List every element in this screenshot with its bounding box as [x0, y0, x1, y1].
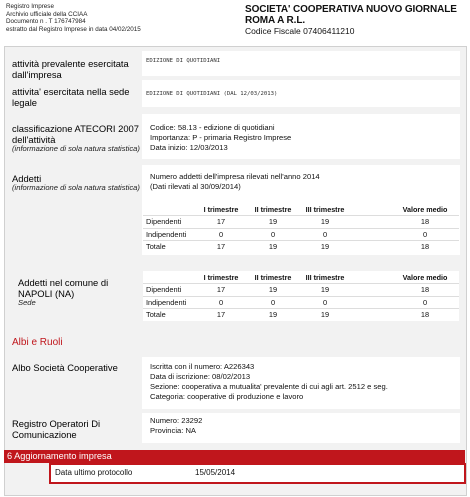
- company-name: SOCIETA' COOPERATIVA NUOVO GIORNALE ROMA A R.L.: [245, 4, 457, 26]
- addetti-napoli-sub: Sede: [18, 298, 36, 307]
- table-row: [143, 309, 459, 321]
- table-row: [143, 228, 459, 241]
- ateco-line: Data inizio: 12/03/2013: [150, 143, 228, 152]
- column-header: [143, 271, 195, 284]
- albi-line: Sezione: cooperativa a mutualita' prevalente di cui agli art. 2512 e seg.: [150, 382, 388, 391]
- addetti-napoli-table: [143, 271, 459, 321]
- table-cell: 19: [299, 216, 351, 229]
- row-label: Totale: [143, 309, 195, 321]
- table-cell: 18: [391, 216, 459, 229]
- ateco-lines: [150, 123, 291, 153]
- table-header-row: [143, 203, 459, 216]
- table-header-row: [143, 271, 459, 284]
- protocol-box: [49, 463, 466, 484]
- column-header: [351, 271, 391, 284]
- table-cell: [351, 241, 391, 253]
- attivita-sede-panel: [142, 80, 460, 107]
- roc-panel: [142, 413, 460, 443]
- ateco-sub: (informazione di sola natura statistica): [12, 144, 140, 153]
- table-cell: 19: [299, 241, 351, 253]
- aggiornamento-section-bar: [4, 450, 465, 463]
- addetti-lines: [150, 172, 320, 192]
- roc-label: Registro Operatori Di Comunicazione: [12, 418, 101, 440]
- albi-label: Albo Società Cooperative: [12, 362, 118, 373]
- row-label: Dipendenti: [143, 284, 195, 297]
- fiscal-code: Codice Fiscale 07406411210: [245, 26, 355, 36]
- header-line: Documento n . T 176747984: [6, 18, 86, 26]
- table-cell: [351, 284, 391, 297]
- column-header: Valore medio: [402, 272, 448, 282]
- column-header: I trimestre: [203, 272, 239, 282]
- addetti-table: [143, 203, 459, 253]
- table-cell: [351, 309, 391, 321]
- column-header: II trimestre: [254, 204, 292, 214]
- table-cell: 17: [195, 216, 247, 229]
- table-cell: 18: [391, 284, 459, 297]
- document-header-left: [6, 3, 141, 33]
- table-cell: 18: [391, 241, 459, 253]
- row-label: Indipendenti: [143, 228, 195, 241]
- addetti-napoli-label: Addetti nel comune di NAPOLI (NA): [18, 277, 109, 299]
- table-cell: [351, 296, 391, 309]
- table-cell: 0: [195, 296, 247, 309]
- roc-lines: [150, 416, 202, 436]
- ateco-label: classificazione ATECORI 2007 dell'attività: [12, 123, 139, 145]
- table-cell: 0: [195, 228, 247, 241]
- table-cell: 19: [299, 284, 351, 297]
- table-cell: 0: [299, 296, 351, 309]
- table-cell: 19: [299, 309, 351, 321]
- albi-line: Categoria: cooperative di produzione e lavoro: [150, 392, 304, 401]
- column-header: I trimestre: [203, 204, 239, 214]
- attivita-panel: [142, 51, 460, 76]
- addetti-label: Addetti: [12, 173, 42, 184]
- table-cell: 19: [247, 241, 299, 253]
- addetti-napoli-block: [18, 277, 136, 308]
- table-cell: 17: [195, 284, 247, 297]
- aggiornamento-section-title: 6 Aggiornamento impresa: [7, 451, 112, 461]
- column-header: [143, 203, 195, 216]
- table-cell: [351, 228, 391, 241]
- roc-line: Numero: 23292: [150, 416, 203, 425]
- albi-panel: [142, 357, 460, 409]
- ateco-block: [12, 123, 140, 154]
- albi-section-title: Albi e Ruoli: [12, 337, 63, 348]
- table-cell: 19: [247, 309, 299, 321]
- table-cell: 0: [247, 228, 299, 241]
- table-cell: 19: [247, 216, 299, 229]
- table-cell: 0: [247, 296, 299, 309]
- addetti-block: [12, 173, 140, 193]
- table-cell: 0: [391, 228, 459, 241]
- header-line: Archivio ufficiale della CCIAA: [6, 10, 88, 18]
- document-header-right: [245, 4, 470, 36]
- ateco-panel: [142, 114, 460, 159]
- column-header: III trimestre: [305, 272, 345, 282]
- column-header: [351, 203, 391, 216]
- table-cell: 18: [391, 309, 459, 321]
- protocol-label: Data ultimo protocollo: [55, 468, 133, 477]
- addetti-line: Numero addetti dell'impresa rilevati nell'anno 2014: [150, 172, 320, 181]
- table-row: [143, 241, 459, 253]
- row-label: Indipendenti: [143, 296, 195, 309]
- column-header: Valore medio: [402, 204, 448, 214]
- table-cell: 0: [391, 296, 459, 309]
- albi-line: Data di iscrizione: 08/02/2013: [150, 372, 251, 381]
- table-row: [143, 296, 459, 309]
- table-cell: 0: [299, 228, 351, 241]
- albi-lines: [150, 362, 388, 402]
- table-cell: 17: [195, 309, 247, 321]
- header-line: Registro Imprese: [6, 3, 54, 10]
- column-header: II trimestre: [254, 272, 292, 282]
- header-line: estratto dal Registro Imprese in data 04/02/2015: [6, 25, 141, 33]
- addetti-sub: (informazione di sola natura statistica): [12, 183, 140, 192]
- table-cell: [351, 216, 391, 229]
- attivita-label: attività prevalente esercitata dall'impresa: [12, 58, 129, 80]
- attivita-value: EDIZIONE DI QUOTIDIANI: [146, 58, 221, 64]
- roc-line: Provincia: NA: [150, 426, 197, 435]
- column-header: III trimestre: [305, 204, 345, 214]
- table-cell: 17: [195, 241, 247, 253]
- attivita-sede-value: EDIZIONE DI QUOTIDIANI (DAL 12/03/2013): [146, 91, 278, 97]
- protocol-value: 15/05/2014: [195, 468, 236, 477]
- table-cell: 19: [247, 284, 299, 297]
- table-row: [143, 284, 459, 297]
- albi-line: Iscritta con il numero: A226343: [150, 362, 255, 371]
- ateco-line: Importanza: P - primaria Registro Imprese: [150, 133, 292, 142]
- attivita-sede-label: attivita' esercitata nella sede legale: [12, 86, 130, 108]
- addetti-line: (Dati rilevati al 30/09/2014): [150, 182, 241, 191]
- row-label: Dipendenti: [143, 216, 195, 229]
- table-row: [143, 216, 459, 229]
- ateco-line: Codice: 58.13 - edizione di quotidiani: [150, 123, 275, 132]
- row-label: Totale: [143, 241, 195, 253]
